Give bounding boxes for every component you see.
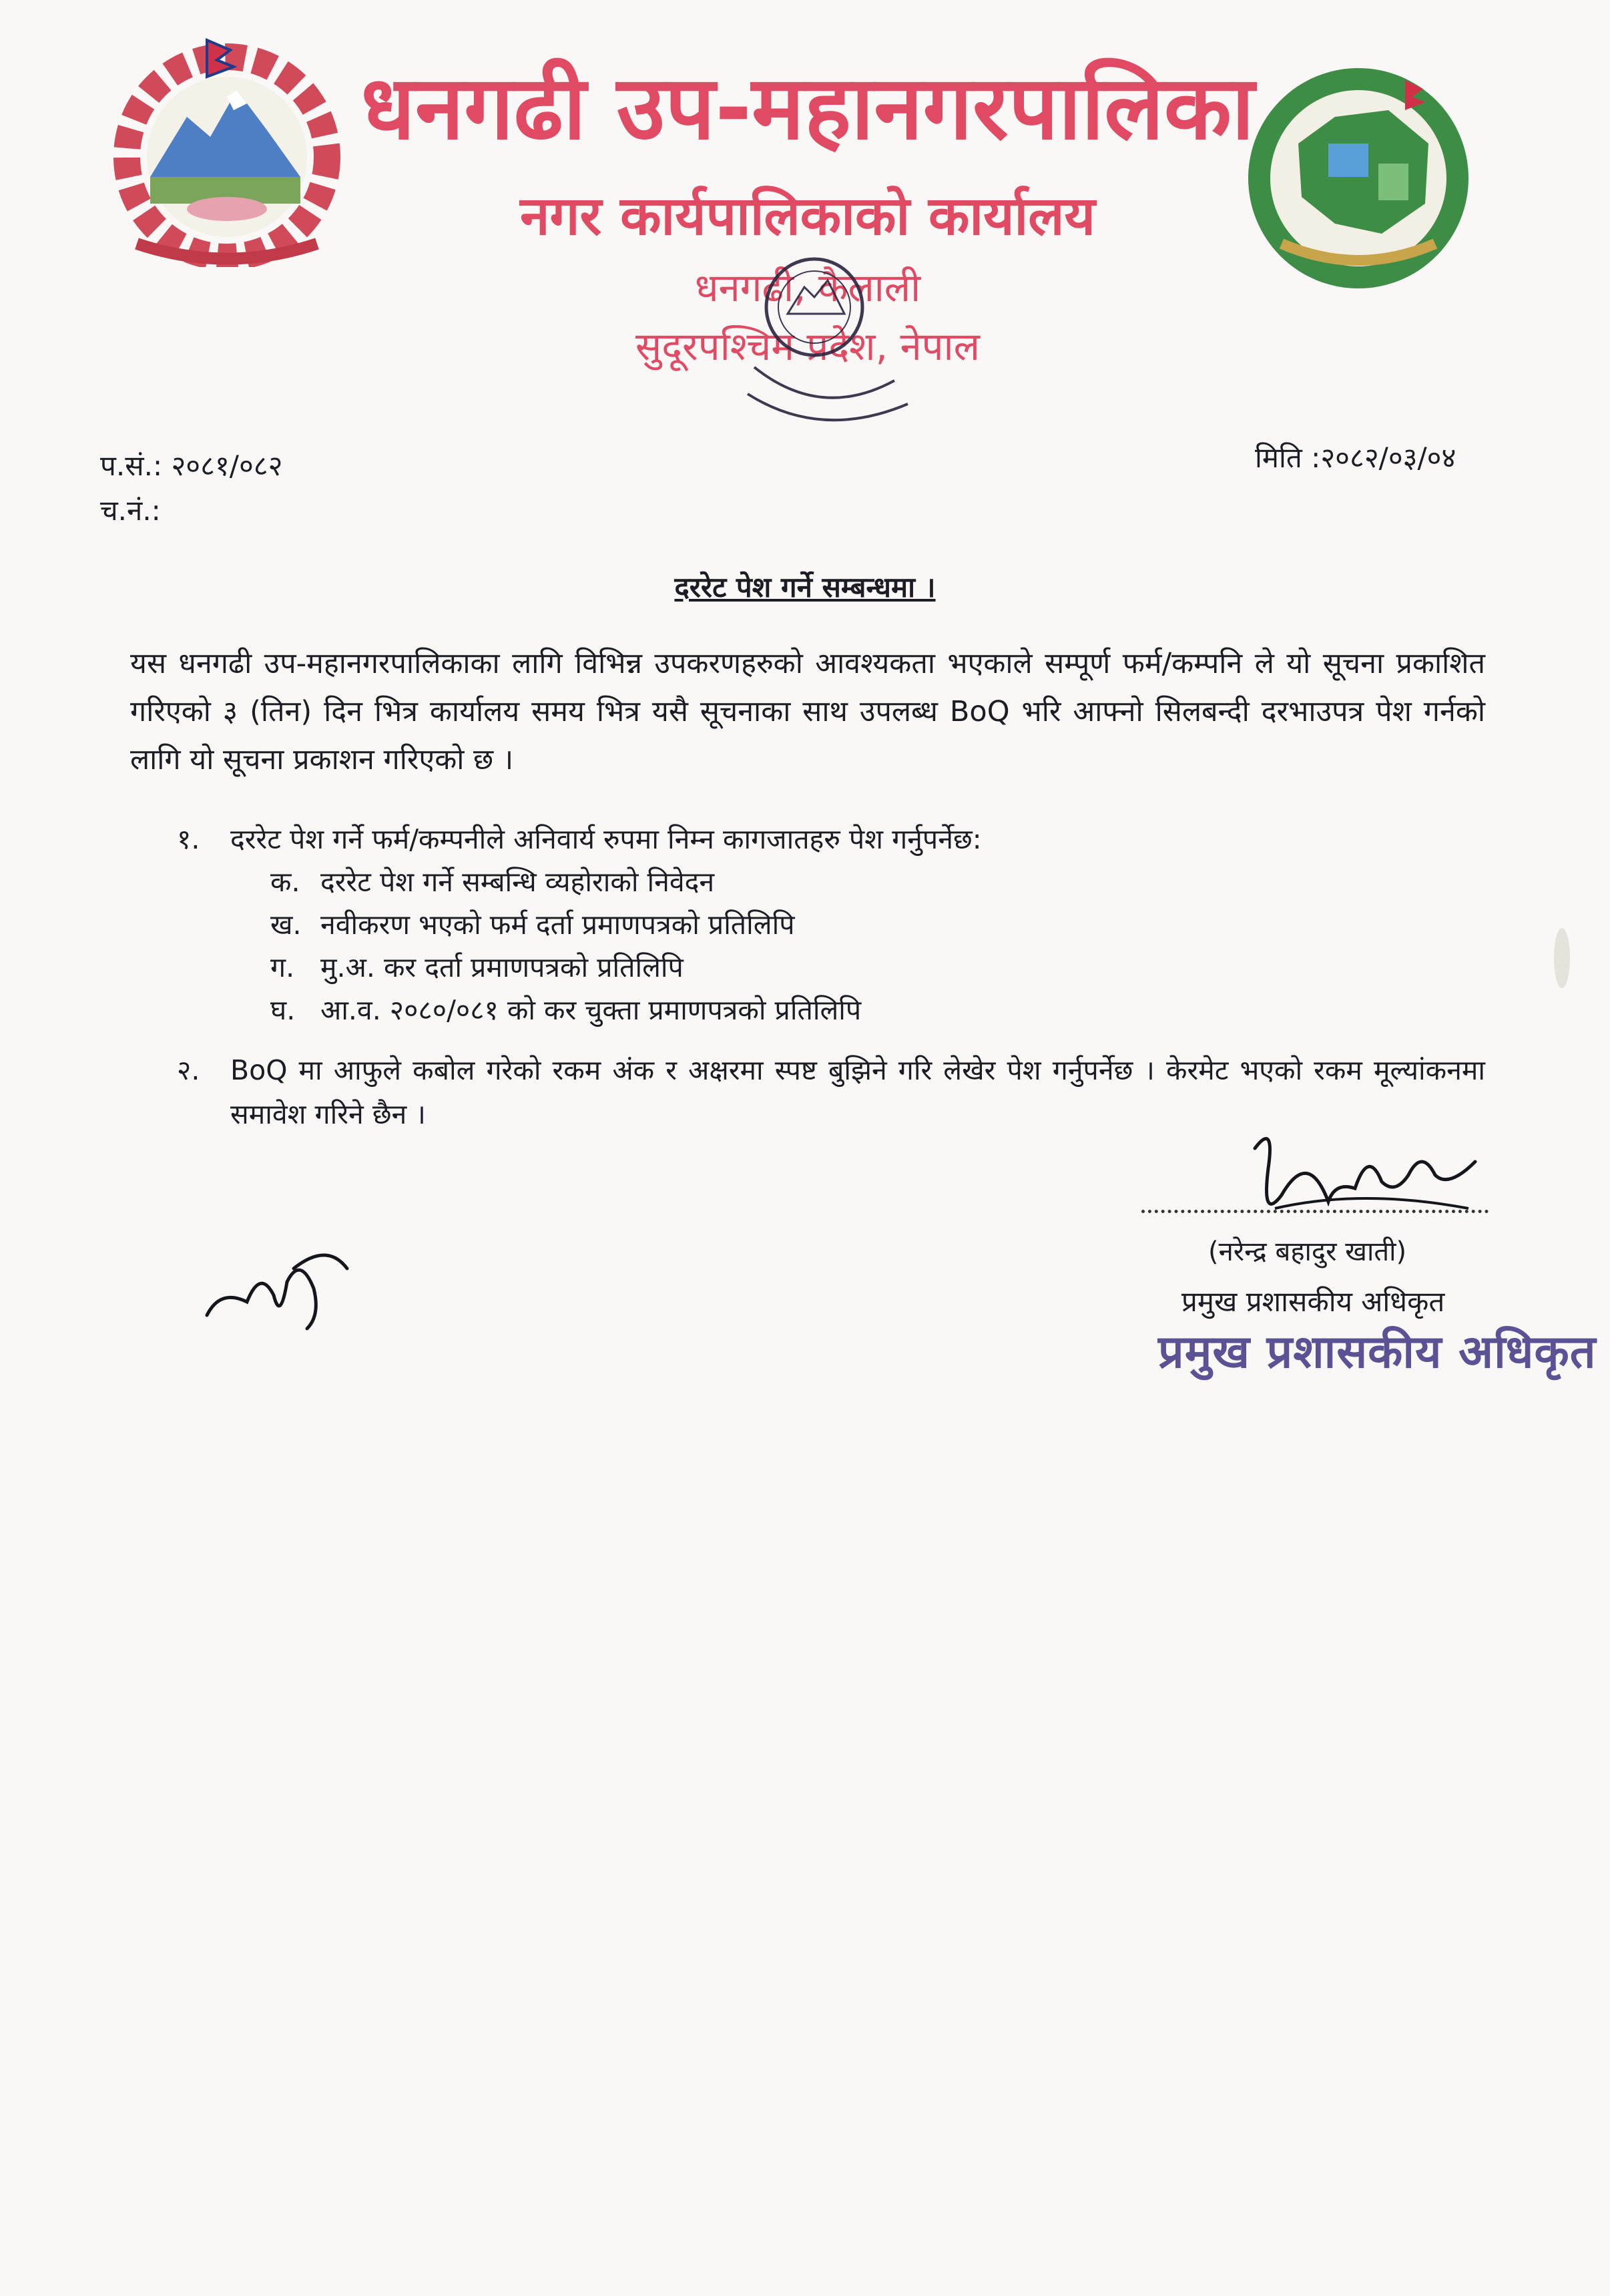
officer-name: (नरेन्द्र बहादुर खाती) [1208,1236,1407,1267]
body-paragraph: यस धनगढी उप-महानगरपालिकाका लागि विभिन्न उपकरणहरुको आवश्यकता भएकाले सम्पूर्ण फर्म/कम्पनि ले यो सूचना प्रकाशित गरिएको ३ (तिन) दिन भित्र कार्यालय समय भित्र यसै सूचनाका साथ उपलब्ध BoQ भरि आफ्नो सिलबन्दी दरभाउपत्र पेश गर्नको लागि यो सूचना प्रकाशन गरिएको छ । [130,647,1485,776]
list-item [177,818,982,861]
item-text: BoQ मा आफुले कबोल गरेको रकम अंक र अक्षरमा स्पष्ट बुझिने गरि लेखेर पेश गर्नुपर्नेछ । केरमेट भएको रकम मूल्यांकनमा समावेश गरिने छैन । [230,1054,1485,1130]
reference-number: प.सं.: २०८१/०८२ [100,449,283,482]
letter-subject [0,567,1610,606]
office-title: धनगढी उप-महानगरपालिका [360,57,1255,160]
subitem-text: मु.अ. कर दर्ता प्रमाणपत्रको प्रतिलिपि [320,951,684,983]
subitem-number: ग. [270,951,295,983]
officer-title: प्रमुख प्रशासकीय अधिकृत [1181,1285,1445,1318]
dispatch-number: च.नं.: [100,494,161,527]
item-text: दररेट पेश गर्ने फर्म/कम्पनीले अनिवार्य रुपमा निम्न कागजातहरु पेश गर्नुपर्नेछ: [230,823,982,855]
signature-line [1141,1210,1489,1213]
item-number: २. [177,1054,200,1086]
office-seal-stamp [728,247,914,441]
sub-list-item [270,903,982,946]
sub-list-item [270,989,982,1031]
initials-signature [194,1228,367,1335]
nepal-emblem-logo [87,37,367,267]
subitem-text: नवीकरण भएको फर्म दर्ता प्रमाणपत्रको प्रतिलिपि [320,909,795,941]
item-number: १. [177,823,200,855]
sub-list-item [270,861,982,903]
letter-date: मिति :२०८२/०३/०४ [1255,441,1456,474]
office-province: सुदूरपश्चिम प्रदेश, नेपाल [635,324,980,369]
subitem-text: दररेट पेश गर्ने सम्बन्धि व्यहोराको निवेदन [320,866,715,898]
subitem-number: ख. [270,909,302,941]
subject-text: दररेट पेश गर्ने सम्बन्धमा । [674,571,936,604]
requirements-list [177,818,982,1031]
office-subtitle: नगर कार्यपालिकाको कार्यालय [520,185,1095,247]
subitem-number: घ. [270,994,296,1026]
sub-list-item [270,946,982,989]
office-location: धनगढी, कैलाली [694,265,921,310]
subitem-number: क. [270,866,300,898]
officer-designation-stamp: प्रमुख प्रशासकीय अधिकृत [1158,1326,1597,1379]
municipality-logo [1235,63,1482,294]
subitem-text: आ.व. २०८०/०८१ को कर चुक्ता प्रमाणपत्रको प्रतिलिपि [320,994,862,1026]
officer-signature [1228,1108,1482,1235]
scan-smudge [1549,921,1575,995]
